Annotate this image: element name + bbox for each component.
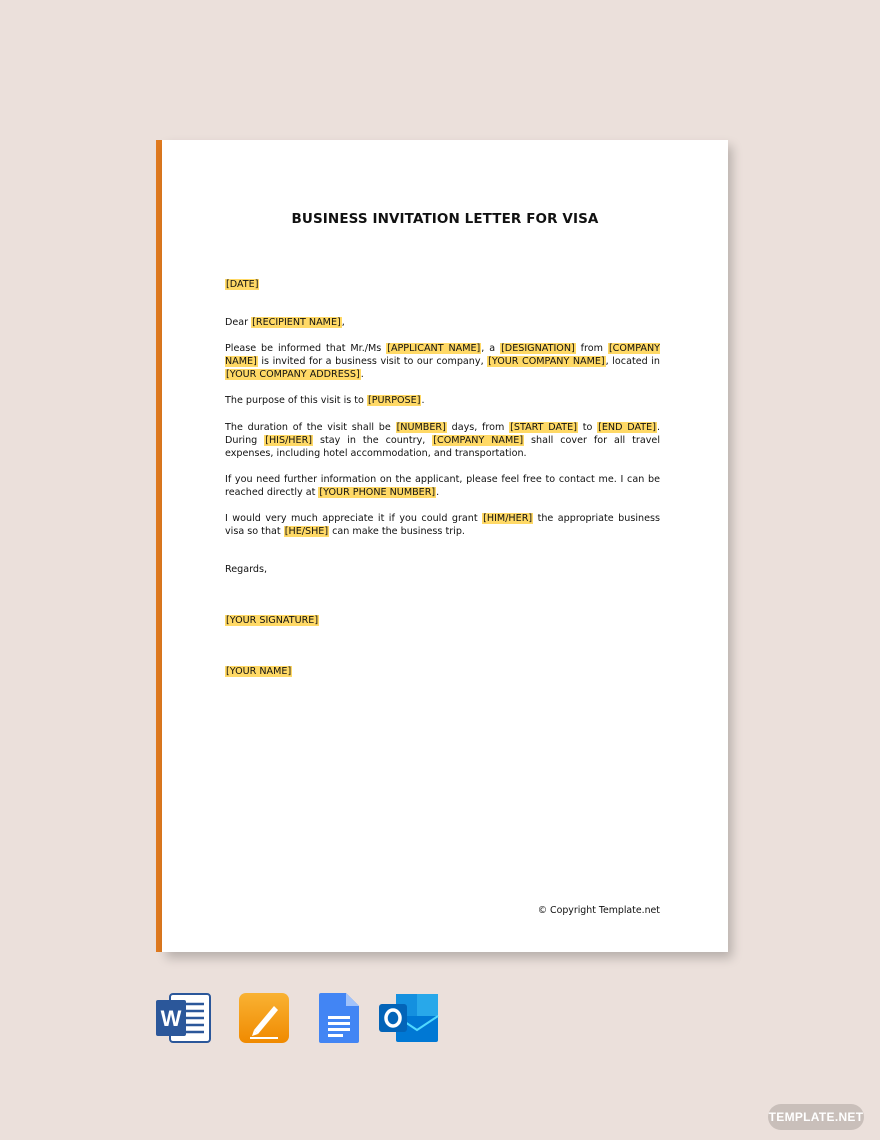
paragraph-3 <box>225 421 660 460</box>
placeholder-purpose: [PURPOSE] <box>367 395 421 406</box>
closing: Regards, <box>225 564 268 575</box>
date-field <box>225 278 259 291</box>
word-icon[interactable] <box>156 992 212 1049</box>
text: If you need further information on the applicant, please feel free to contact me. I can be reached directly at <box>225 474 660 498</box>
placeholder-date: [DATE] <box>226 279 259 290</box>
text: days, from <box>446 422 510 433</box>
placeholder-start-date: [START DATE] <box>510 422 577 433</box>
google-docs-icon[interactable] <box>318 992 360 1049</box>
signature-field <box>225 614 319 627</box>
paragraph-2 <box>225 394 660 407</box>
placeholder-designation: [DESIGNATION] <box>501 343 575 354</box>
placeholder-end-date: [END DATE] <box>598 422 656 433</box>
text: to <box>577 422 598 433</box>
text: The duration of the visit shall be <box>225 422 396 433</box>
text: can make the business trip. <box>329 526 465 537</box>
greeting-suffix: , <box>341 317 345 328</box>
text: . <box>360 369 364 380</box>
text: from <box>575 343 608 354</box>
text: The purpose of this visit is to <box>225 395 367 406</box>
placeholder-company-name: [COMPANY NAME] <box>433 435 524 446</box>
placeholder-company-name: [COMPANY NAME] <box>225 343 660 367</box>
placeholder-phone-number: [YOUR PHONE NUMBER] <box>319 487 436 498</box>
placeholder-number: [NUMBER] <box>396 422 446 433</box>
greeting <box>225 316 345 329</box>
pages-icon[interactable] <box>238 992 290 1049</box>
placeholder-his-her: [HIS/HER] <box>265 435 312 446</box>
text: , located in <box>605 356 660 367</box>
outlook-icon[interactable] <box>378 992 440 1049</box>
document-page <box>162 140 728 952</box>
text: , a <box>481 343 501 354</box>
placeholder-your-company-address: [YOUR COMPANY ADDRESS] <box>226 369 360 380</box>
paragraph-1 <box>225 342 660 381</box>
placeholder-your-name: [YOUR NAME] <box>226 666 292 677</box>
watermark-badge: TEMPLATE.NET <box>768 1104 864 1130</box>
copyright-notice: © Copyright Template.net <box>537 905 660 916</box>
paragraph-4 <box>225 473 660 499</box>
text: is invited for a business visit to our company, <box>257 356 488 367</box>
name-field <box>225 665 292 678</box>
placeholder-applicant-name: [APPLICANT NAME] <box>387 343 481 354</box>
text: . <box>436 487 440 498</box>
text: the appropriate business visa so that <box>225 513 660 537</box>
placeholder-recipient-name: [RECIPIENT NAME] <box>252 317 341 328</box>
text: I would very much appreciate it if you could grant <box>225 513 483 524</box>
word-letter: W <box>160 1006 182 1031</box>
text: . <box>421 395 425 406</box>
document-title: BUSINESS INVITATION LETTER FOR VISA <box>291 211 599 227</box>
placeholder-signature: [YOUR SIGNATURE] <box>226 615 319 626</box>
text: stay in the country, <box>313 435 433 446</box>
placeholder-him-her: [HIM/HER] <box>483 513 533 524</box>
greeting-prefix: Dear <box>225 317 252 328</box>
paragraph-5 <box>225 512 660 538</box>
placeholder-your-company-name: [YOUR COMPANY NAME] <box>488 356 605 367</box>
text: Please be informed that Mr./Ms <box>225 343 387 354</box>
text: shall cover for all travel expenses, including hotel accommodation, and transportation. <box>225 435 660 459</box>
text: . During <box>225 422 660 446</box>
placeholder-he-she: [HE/SHE] <box>284 526 329 537</box>
